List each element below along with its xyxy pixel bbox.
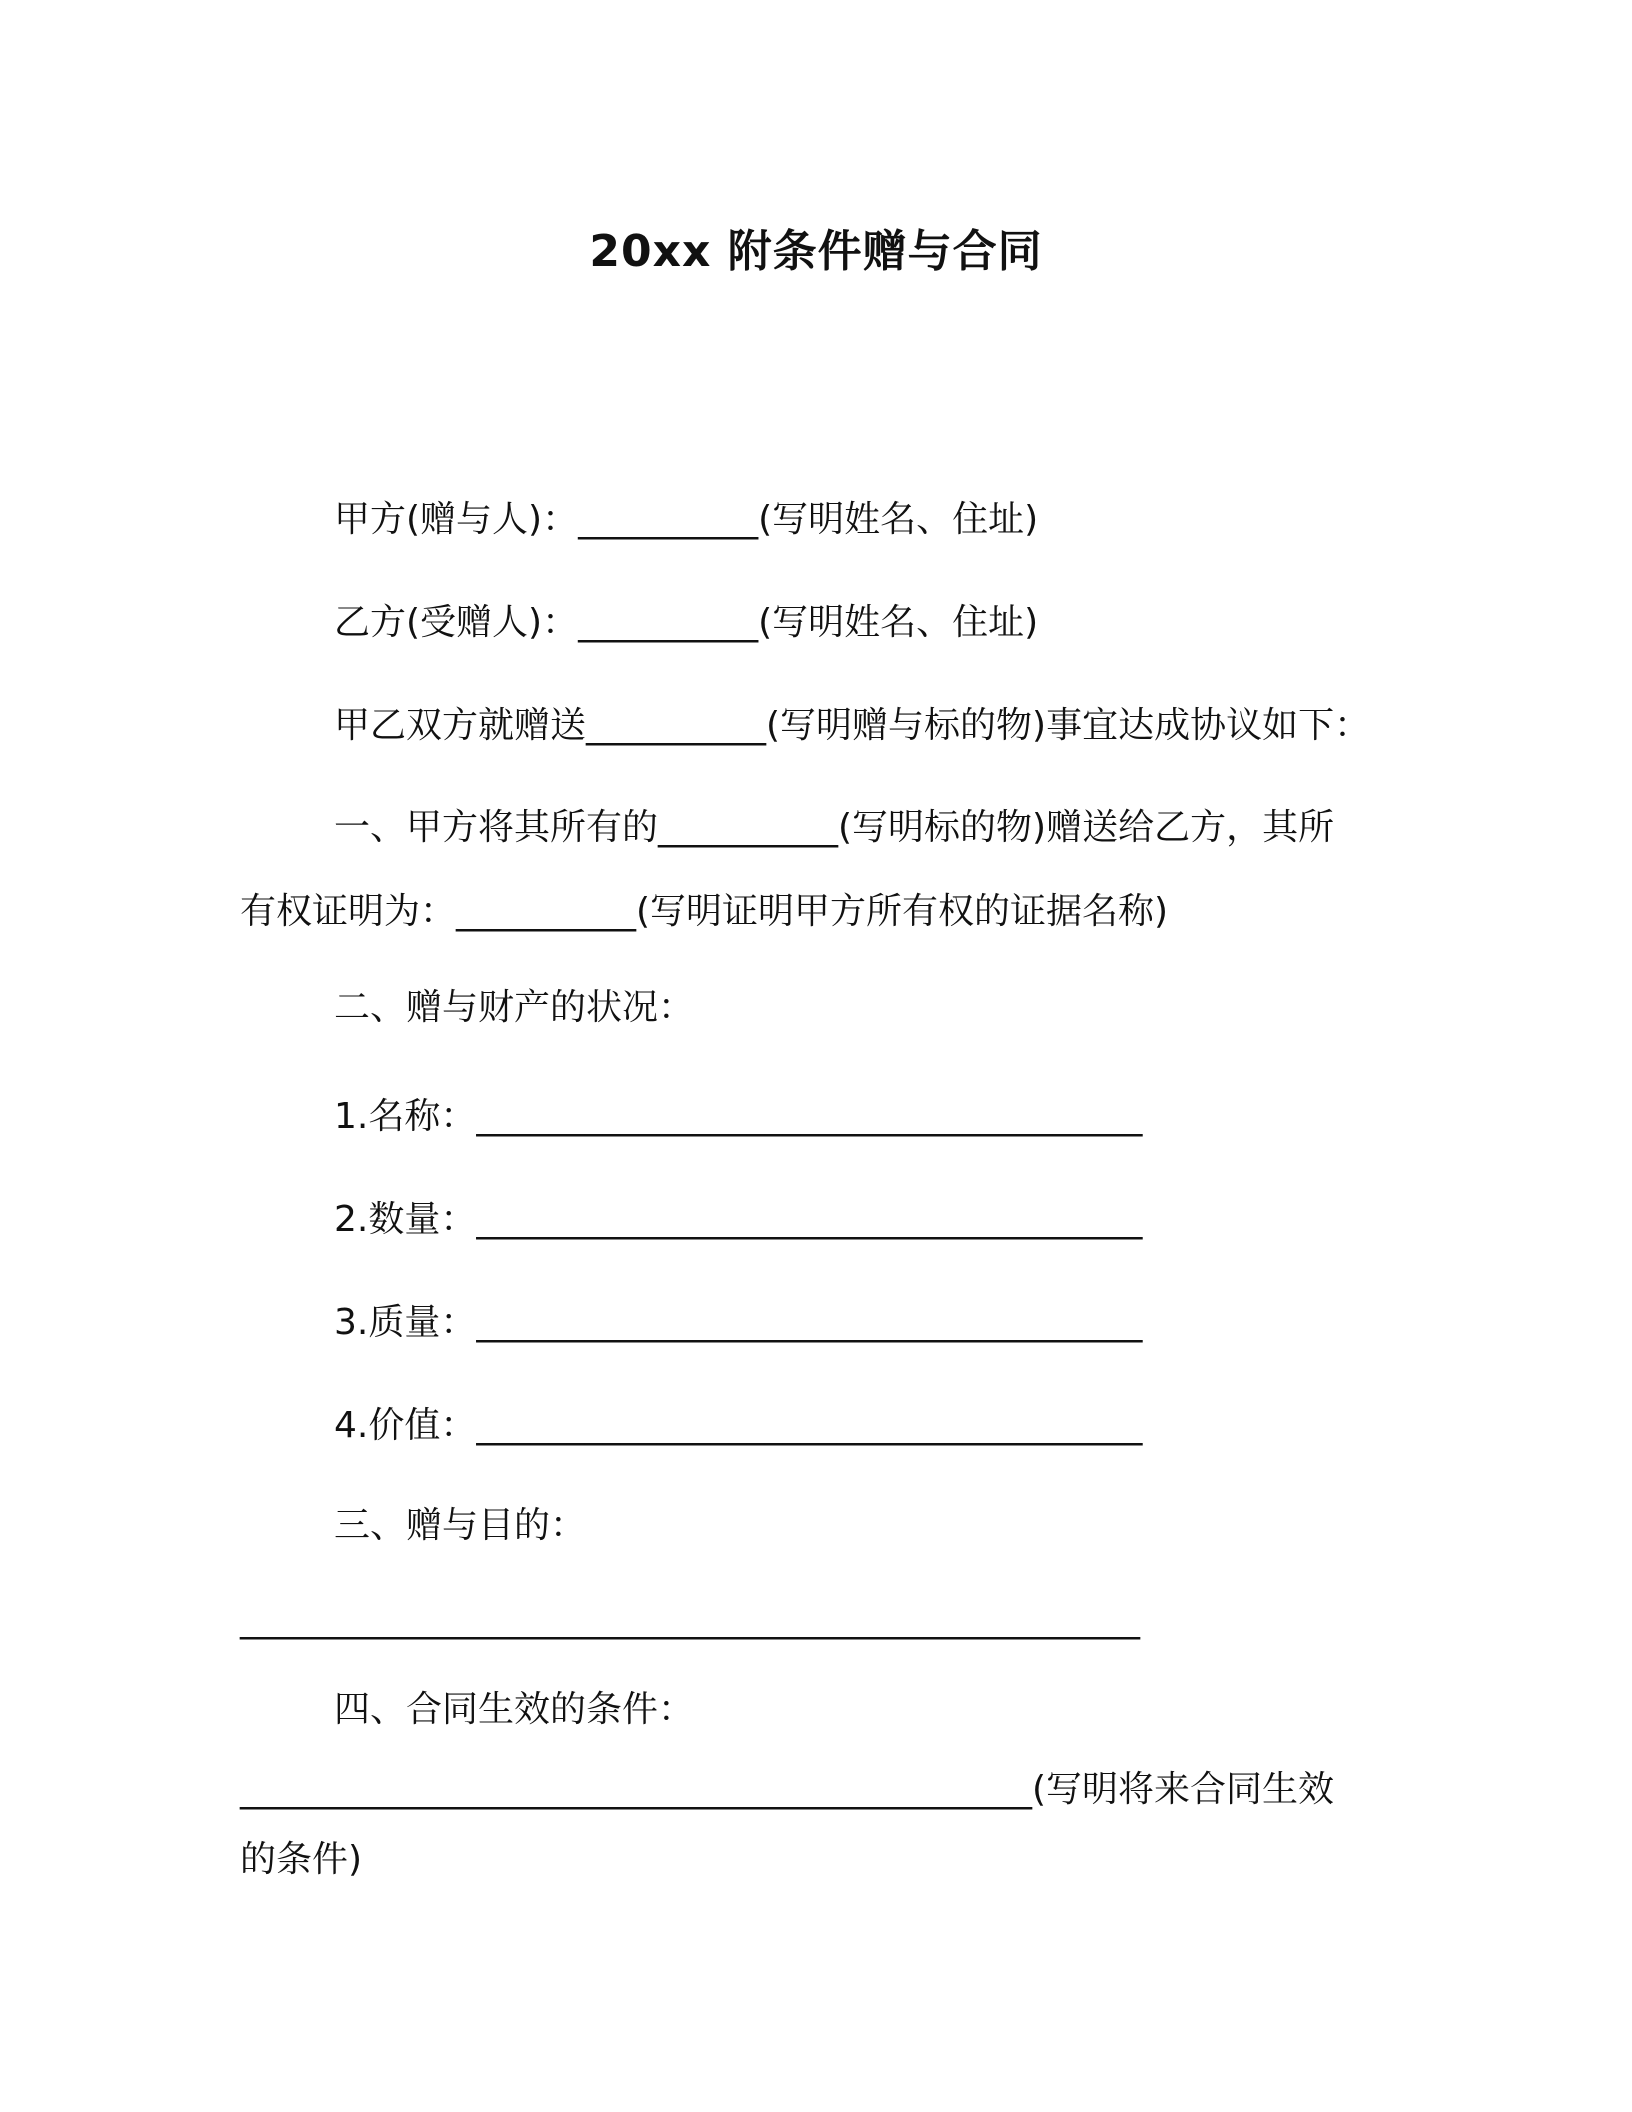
condition-line-2: 的条件): [240, 1839, 363, 1880]
item-quantity-line: 2.数量：_____________________________________: [334, 1199, 1143, 1240]
party-b-line: 乙方(受赠人)：__________(写明姓名、住址): [334, 602, 1039, 643]
clause-four-heading: 四、合同生效的条件：: [334, 1689, 695, 1730]
purpose-blank-line: __________________________________________________: [240, 1599, 1140, 1640]
item-quality-line: 3.质量：_____________________________________: [334, 1302, 1143, 1343]
document-title: 20xx 附条件赠与合同: [589, 226, 1043, 277]
item-name-line: 1.名称：_____________________________________: [334, 1096, 1143, 1137]
party-a-line: 甲方(赠与人)：__________(写明姓名、住址): [334, 499, 1039, 540]
clause-one-line-1: 一、甲方将其所有的__________(写明标的物)赠送给乙方，其所: [334, 807, 1335, 848]
condition-line-1: ____________________________________________(写明将来合同生效: [240, 1769, 1335, 1810]
agreement-intro-line: 甲乙双方就赠送__________(写明赠与标的物)事宜达成协议如下：: [334, 705, 1371, 746]
clause-two-heading: 二、赠与财产的状况：: [334, 987, 695, 1028]
clause-three-heading: 三、赠与目的：: [334, 1505, 587, 1546]
item-value-line: 4.价值：_____________________________________: [334, 1405, 1143, 1446]
clause-one-line-2: 有权证明为：__________(写明证明甲方所有权的证据名称): [240, 891, 1169, 932]
